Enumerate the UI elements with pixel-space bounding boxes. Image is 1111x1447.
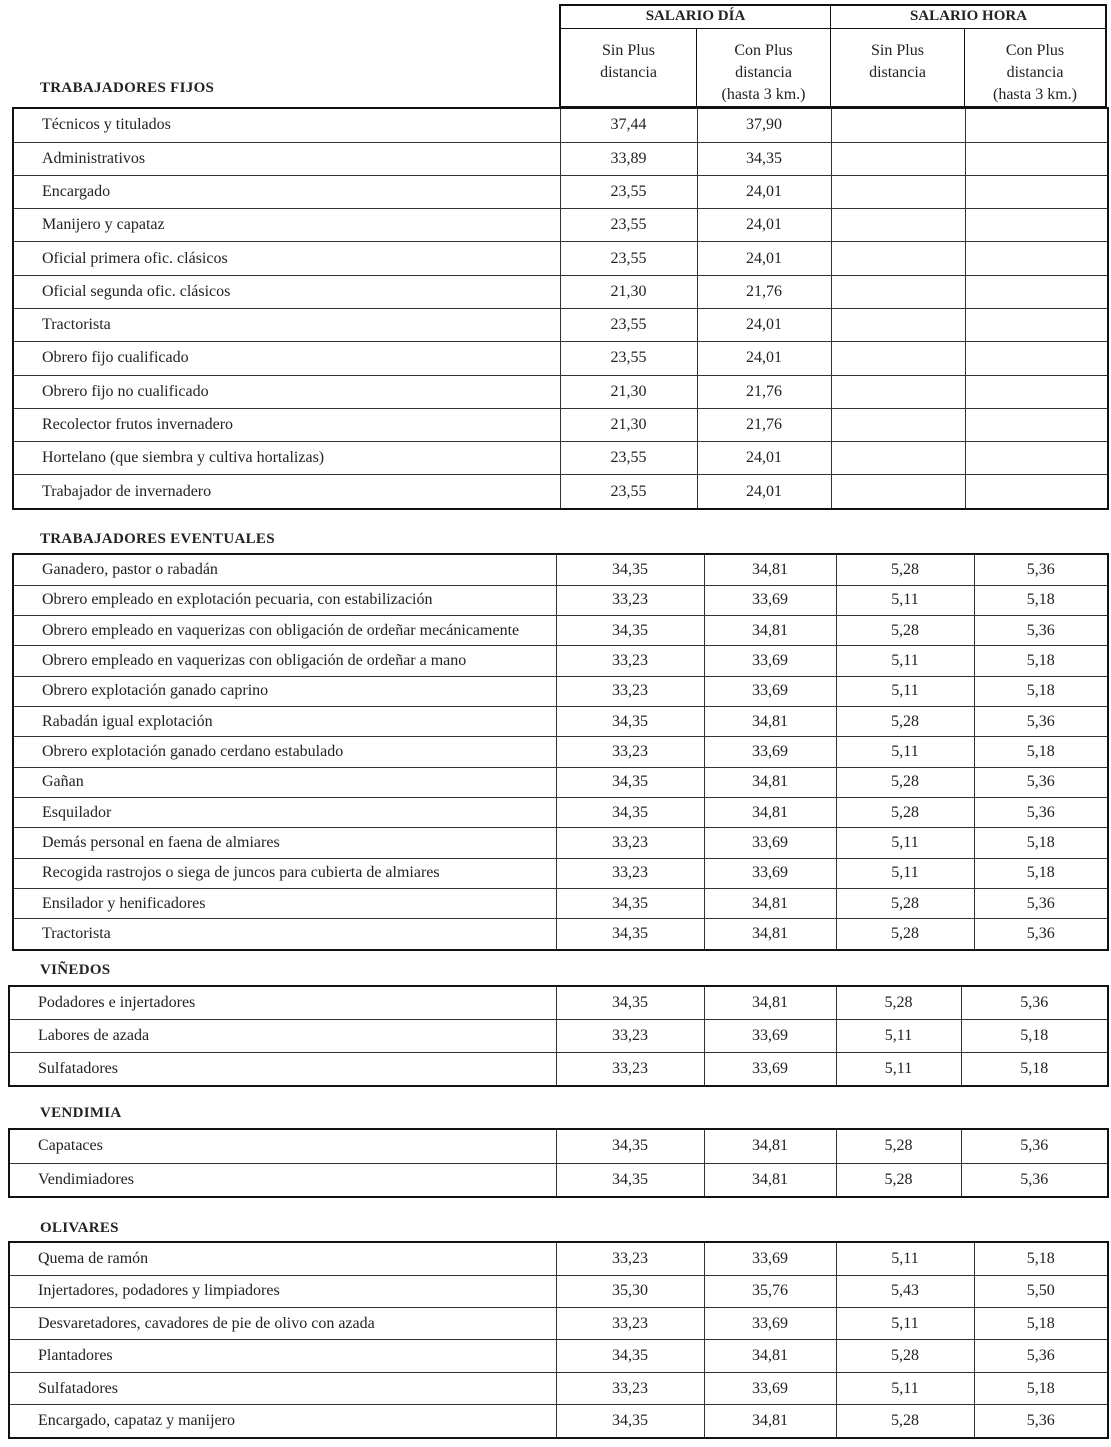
salario-dia-con-plus-cell: 33,69: [704, 1052, 836, 1086]
salario-hora-con-plus-cell: [965, 142, 1108, 175]
section-title-eventuales: TRABAJADORES EVENTUALES: [40, 531, 275, 547]
salario-hora-sin-plus-cell: 5,28: [836, 797, 974, 827]
table-row: [13, 209, 1108, 242]
salario-hora-con-plus-cell: 5,36: [974, 797, 1108, 827]
salario-dia-con-plus-cell: 24,01: [697, 475, 831, 509]
table-row: [13, 175, 1108, 208]
table-row: [9, 1129, 1108, 1163]
salario-dia-sin-plus-cell: 23,55: [560, 342, 697, 375]
row-label: Sulfatadores: [9, 1052, 556, 1086]
table-row: [13, 919, 1108, 950]
salario-dia-sin-plus-cell: 23,55: [560, 175, 697, 208]
section-title-olivares: OLIVARES: [40, 1220, 119, 1236]
salario-dia-sin-plus-cell: 33,23: [556, 1052, 704, 1086]
row-label: Hortelano (que siembra y cultiva hortalizas): [13, 442, 560, 475]
salario-dia-sin-plus-cell: 34,35: [556, 986, 704, 1020]
salario-hora-con-plus-cell: [965, 275, 1108, 308]
row-label: Obrero empleado en explotación pecuaria, con estabilización: [13, 585, 556, 615]
salario-dia-sin-plus-cell: 34,35: [556, 1405, 704, 1438]
salario-dia-con-plus-cell: 34,81: [704, 986, 836, 1020]
table-row: [13, 275, 1108, 308]
salario-hora-sin-plus-cell: 5,11: [836, 1052, 961, 1086]
salario-hora-sin-plus-cell: [831, 475, 965, 509]
salario-hora-sin-plus-cell: 5,11: [836, 1308, 974, 1340]
header-divider: [559, 28, 1107, 29]
table-row: [13, 554, 1108, 585]
salario-hora-con-plus-cell: 5,18: [974, 828, 1108, 858]
salario-hora-con-plus-cell: [965, 108, 1108, 142]
salario-hora-sin-plus-cell: [831, 175, 965, 208]
table-row: [13, 858, 1108, 888]
salario-hora-con-plus-cell: 5,18: [974, 676, 1108, 706]
salario-hora-sin-plus-cell: 5,11: [836, 858, 974, 888]
table-row: [13, 342, 1108, 375]
col-hora-con-plus: Con Plus distancia (hasta 3 km.): [993, 42, 1077, 103]
row-label: Oficial primera ofic. clásicos: [13, 242, 560, 275]
row-label: Obrero fijo cualificado: [13, 342, 560, 375]
salario-dia-sin-plus-cell: 33,23: [556, 858, 704, 888]
salario-dia-con-plus-cell: 24,01: [697, 175, 831, 208]
salario-dia-sin-plus-cell: 33,23: [556, 828, 704, 858]
row-label: Injertadores, podadores y limpiadores: [9, 1275, 556, 1307]
salario-hora-sin-plus-cell: [831, 342, 965, 375]
salario-dia-sin-plus-cell: 35,30: [556, 1275, 704, 1307]
row-label: Quema de ramón: [9, 1242, 556, 1275]
salario-dia-sin-plus-cell: 34,35: [556, 1340, 704, 1372]
table-row: [13, 375, 1108, 408]
salario-hora-sin-plus-cell: 5,43: [836, 1275, 974, 1307]
table-row: [13, 646, 1108, 676]
salario-dia-heading: SALARIO DÍA: [645, 8, 746, 24]
salario-dia-con-plus-cell: 21,76: [697, 275, 831, 308]
table-row: [13, 797, 1108, 827]
salario-dia-con-plus-cell: 34,35: [697, 142, 831, 175]
table-vendimia: [8, 1128, 1109, 1198]
row-label: Obrero fijo no cualificado: [13, 375, 560, 408]
table-vinedos: [8, 985, 1109, 1087]
row-label: Obrero empleado en vaquerizas con obligación de ordeñar mecánicamente: [13, 615, 556, 645]
row-label: Obrero explotación ganado cerdano estabulado: [13, 737, 556, 767]
row-label: Recolector frutos invernadero: [13, 408, 560, 441]
salario-hora-con-plus-cell: 5,36: [974, 919, 1108, 950]
salario-dia-con-plus-cell: 24,01: [697, 209, 831, 242]
table-row: [13, 676, 1108, 706]
salario-hora-sin-plus-cell: [831, 408, 965, 441]
salario-hora-sin-plus-cell: 5,28: [836, 986, 961, 1020]
row-label: Trabajador de invernadero: [13, 475, 560, 509]
salario-hora-sin-plus-cell: [831, 242, 965, 275]
table-row: [13, 828, 1108, 858]
table-row: [13, 108, 1108, 142]
row-label: Manijero y capataz: [13, 209, 560, 242]
table-row: [13, 737, 1108, 767]
salario-dia-con-plus-cell: 34,81: [704, 797, 836, 827]
salario-hora-sin-plus-cell: 5,11: [836, 737, 974, 767]
row-label: Administrativos: [13, 142, 560, 175]
table-row: [13, 615, 1108, 645]
salario-dia-sin-plus-cell: 23,55: [560, 442, 697, 475]
salario-hora-con-plus-cell: [965, 342, 1108, 375]
table-row: [9, 1308, 1108, 1340]
salario-hora-sin-plus-cell: 5,28: [836, 1129, 961, 1163]
row-label: Desvaretadores, cavadores de pie de olivo con azada: [9, 1308, 556, 1340]
salario-hora-sin-plus-cell: [831, 375, 965, 408]
salario-dia-sin-plus-cell: 23,55: [560, 242, 697, 275]
salario-hora-sin-plus-cell: [831, 275, 965, 308]
salario-dia-con-plus-cell: 35,76: [704, 1275, 836, 1307]
salario-dia-sin-plus-cell: 33,23: [556, 1372, 704, 1404]
salario-dia-con-plus-cell: 33,69: [704, 1372, 836, 1404]
salario-hora-con-plus-cell: [965, 242, 1108, 275]
salario-hora-con-plus-cell: 5,18: [961, 1052, 1108, 1086]
row-label: Sulfatadores: [9, 1372, 556, 1404]
row-label: Plantadores: [9, 1340, 556, 1372]
row-label: Rabadán igual explotación: [13, 706, 556, 736]
salario-hora-sin-plus-cell: 5,11: [836, 676, 974, 706]
salario-dia-sin-plus-cell: 21,30: [560, 375, 697, 408]
salario-hora-con-plus-cell: 5,36: [961, 1163, 1108, 1197]
salario-dia-sin-plus-cell: 33,23: [556, 585, 704, 615]
salario-hora-sin-plus-cell: 5,11: [836, 1242, 974, 1275]
salario-hora-con-plus-cell: 5,18: [974, 858, 1108, 888]
salario-hora-sin-plus-cell: [831, 209, 965, 242]
salario-hora-sin-plus-cell: 5,28: [836, 1163, 961, 1197]
row-label: Demás personal en faena de almiares: [13, 828, 556, 858]
salario-hora-con-plus-cell: 5,18: [974, 1308, 1108, 1340]
row-label: Gañan: [13, 767, 556, 797]
row-label: Podadores e injertadores: [9, 986, 556, 1020]
salario-hora-con-plus-cell: 5,36: [974, 1340, 1108, 1372]
salario-dia-con-plus-cell: 33,69: [704, 828, 836, 858]
salario-dia-sin-plus-cell: 34,35: [556, 706, 704, 736]
salario-dia-con-plus-cell: 24,01: [697, 342, 831, 375]
salario-dia-sin-plus-cell: 34,35: [556, 1129, 704, 1163]
salario-hora-con-plus-cell: 5,36: [974, 1405, 1108, 1438]
salario-hora-con-plus-cell: 5,36: [974, 615, 1108, 645]
salario-dia-sin-plus-cell: 23,55: [560, 308, 697, 341]
table-row: [9, 1372, 1108, 1404]
table-row: [13, 408, 1108, 441]
salario-dia-sin-plus-cell: 33,23: [556, 1242, 704, 1275]
table-row: [9, 1020, 1108, 1053]
salario-hora-con-plus-cell: [965, 442, 1108, 475]
salario-hora-con-plus-cell: 5,18: [974, 646, 1108, 676]
table-row: [13, 706, 1108, 736]
salario-hora-con-plus-cell: [965, 308, 1108, 341]
salario-dia-sin-plus-cell: 21,30: [560, 275, 697, 308]
section-title-fijos: TRABAJADORES FIJOS: [40, 80, 215, 96]
salario-hora-sin-plus-cell: 5,28: [836, 767, 974, 797]
table-fijos: [12, 107, 1109, 510]
salario-hora-con-plus-cell: [965, 175, 1108, 208]
salario-dia-sin-plus-cell: 37,44: [560, 108, 697, 142]
salario-hora-sin-plus-cell: 5,11: [836, 646, 974, 676]
row-label: Ganadero, pastor o rabadán: [13, 554, 556, 585]
row-label: Labores de azada: [9, 1020, 556, 1053]
row-label: Oficial segunda ofic. clásicos: [13, 275, 560, 308]
salario-dia-con-plus-cell: 34,81: [704, 706, 836, 736]
salario-hora-sin-plus-cell: [831, 308, 965, 341]
salario-dia-con-plus-cell: 33,69: [704, 1242, 836, 1275]
table-row: [9, 1242, 1108, 1275]
salario-dia-con-plus-cell: 34,81: [704, 888, 836, 918]
salario-hora-sin-plus-cell: 5,11: [836, 1372, 974, 1404]
table-row: [9, 986, 1108, 1020]
salario-hora-con-plus-cell: 5,18: [974, 1372, 1108, 1404]
salario-dia-sin-plus-cell: 34,35: [556, 554, 704, 585]
salario-dia-con-plus-cell: 21,76: [697, 408, 831, 441]
salario-dia-con-plus-cell: 24,01: [697, 442, 831, 475]
salario-dia-con-plus-cell: 33,69: [704, 585, 836, 615]
salario-hora-sin-plus-cell: 5,28: [836, 554, 974, 585]
salario-hora-con-plus-cell: 5,18: [974, 737, 1108, 767]
salario-hora-con-plus-cell: 5,36: [961, 986, 1108, 1020]
salario-dia-sin-plus-cell: 33,23: [556, 1020, 704, 1053]
salario-hora-con-plus-cell: 5,18: [961, 1020, 1108, 1053]
section-title-vinedos: VIÑEDOS: [40, 962, 111, 978]
salario-hora-con-plus-cell: 5,36: [961, 1129, 1108, 1163]
table-row: [13, 308, 1108, 341]
col-hora-sin-plus: Sin Plus distancia: [869, 42, 926, 81]
salario-hora-con-plus-cell: 5,36: [974, 554, 1108, 585]
salario-dia-sin-plus-cell: 23,55: [560, 475, 697, 509]
salario-hora-sin-plus-cell: 5,28: [836, 1340, 974, 1372]
salario-hora-con-plus-cell: 5,50: [974, 1275, 1108, 1307]
salario-dia-sin-plus-cell: 23,55: [560, 209, 697, 242]
salario-hora-sin-plus-cell: [831, 108, 965, 142]
salario-dia-con-plus-cell: 34,81: [704, 1163, 836, 1197]
salario-hora-sin-plus-cell: 5,28: [836, 888, 974, 918]
table-row: [9, 1340, 1108, 1372]
table-row: [9, 1405, 1108, 1438]
salario-dia-con-plus-cell: 33,69: [704, 676, 836, 706]
salario-hora-sin-plus-cell: 5,11: [836, 585, 974, 615]
salario-dia-sin-plus-cell: 21,30: [560, 408, 697, 441]
row-label: Vendimiadores: [9, 1163, 556, 1197]
salario-dia-con-plus-cell: 33,69: [704, 1020, 836, 1053]
table-row: [13, 475, 1108, 509]
salario-hora-con-plus-cell: 5,18: [974, 1242, 1108, 1275]
salario-dia-con-plus-cell: 34,81: [704, 1340, 836, 1372]
salario-hora-sin-plus-cell: 5,11: [836, 828, 974, 858]
row-label: Ensilador y henificadores: [13, 888, 556, 918]
table-row: [13, 767, 1108, 797]
salario-dia-sin-plus-cell: 33,23: [556, 1308, 704, 1340]
salario-hora-con-plus-cell: [965, 375, 1108, 408]
salario-dia-sin-plus-cell: 33,89: [560, 142, 697, 175]
salario-dia-sin-plus-cell: 33,23: [556, 737, 704, 767]
salario-dia-con-plus-cell: 33,69: [704, 737, 836, 767]
salario-hora-con-plus-cell: [965, 475, 1108, 509]
col-dia-con-plus: Con Plus distancia (hasta 3 km.): [721, 42, 806, 103]
row-label: Encargado, capataz y manijero: [9, 1405, 556, 1438]
col-dia-sin-plus: Sin Plus distancia: [600, 42, 657, 81]
salario-dia-con-plus-cell: 33,69: [704, 646, 836, 676]
table-row: [9, 1275, 1108, 1307]
salario-dia-con-plus-cell: 24,01: [697, 242, 831, 275]
salario-hora-con-plus-cell: 5,18: [974, 585, 1108, 615]
row-label: Esquilador: [13, 797, 556, 827]
salario-dia-con-plus-cell: 34,81: [704, 554, 836, 585]
salario-hora-sin-plus-cell: 5,11: [836, 1020, 961, 1053]
salario-hora-con-plus-cell: 5,36: [974, 888, 1108, 918]
salario-hora-con-plus-cell: [965, 408, 1108, 441]
row-label: Capataces: [9, 1129, 556, 1163]
salario-dia-con-plus-cell: 33,69: [704, 1308, 836, 1340]
salario-dia-sin-plus-cell: 34,35: [556, 767, 704, 797]
salario-dia-con-plus-cell: 37,90: [697, 108, 831, 142]
row-label: Encargado: [13, 175, 560, 208]
row-label: Técnicos y titulados: [13, 108, 560, 142]
table-row: [9, 1163, 1108, 1197]
salario-dia-sin-plus-cell: 34,35: [556, 1163, 704, 1197]
salario-hora-con-plus-cell: [965, 209, 1108, 242]
salario-dia-sin-plus-cell: 33,23: [556, 676, 704, 706]
row-label: Obrero empleado en vaquerizas con obligación de ordeñar a mano: [13, 646, 556, 676]
salario-dia-sin-plus-cell: 33,23: [556, 646, 704, 676]
salario-dia-sin-plus-cell: 34,35: [556, 888, 704, 918]
table-olivares: [8, 1241, 1109, 1439]
row-label: Tractorista: [13, 919, 556, 950]
salario-dia-con-plus-cell: 24,01: [697, 308, 831, 341]
row-label: Obrero explotación ganado caprino: [13, 676, 556, 706]
salario-hora-sin-plus-cell: [831, 442, 965, 475]
salario-dia-con-plus-cell: 34,81: [704, 1405, 836, 1438]
table-row: [13, 585, 1108, 615]
salario-hora-sin-plus-cell: 5,28: [836, 1405, 974, 1438]
salario-dia-con-plus-cell: 34,81: [704, 919, 836, 950]
salario-hora-heading: SALARIO HORA: [909, 8, 1028, 24]
salario-hora-sin-plus-cell: [831, 142, 965, 175]
salario-dia-con-plus-cell: 34,81: [704, 1129, 836, 1163]
salario-hora-con-plus-cell: 5,36: [974, 706, 1108, 736]
table-row: [13, 142, 1108, 175]
row-label: Tractorista: [13, 308, 560, 341]
salario-dia-sin-plus-cell: 34,35: [556, 919, 704, 950]
table-row: [13, 242, 1108, 275]
table-row: [9, 1052, 1108, 1086]
section-title-vendimia: VENDIMIA: [40, 1105, 122, 1121]
salario-dia-con-plus-cell: 34,81: [704, 767, 836, 797]
salario-hora-con-plus-cell: 5,36: [974, 767, 1108, 797]
salario-hora-sin-plus-cell: 5,28: [836, 615, 974, 645]
salario-dia-sin-plus-cell: 34,35: [556, 797, 704, 827]
table-row: [13, 888, 1108, 918]
table-eventuales: [12, 553, 1109, 951]
table-row: [13, 442, 1108, 475]
salario-dia-con-plus-cell: 34,81: [704, 615, 836, 645]
salario-dia-con-plus-cell: 21,76: [697, 375, 831, 408]
salario-dia-con-plus-cell: 33,69: [704, 858, 836, 888]
salario-dia-sin-plus-cell: 34,35: [556, 615, 704, 645]
row-label: Recogida rastrojos o siega de juncos para cubierta de almiares: [13, 858, 556, 888]
salario-hora-sin-plus-cell: 5,28: [836, 706, 974, 736]
salario-hora-sin-plus-cell: 5,28: [836, 919, 974, 950]
